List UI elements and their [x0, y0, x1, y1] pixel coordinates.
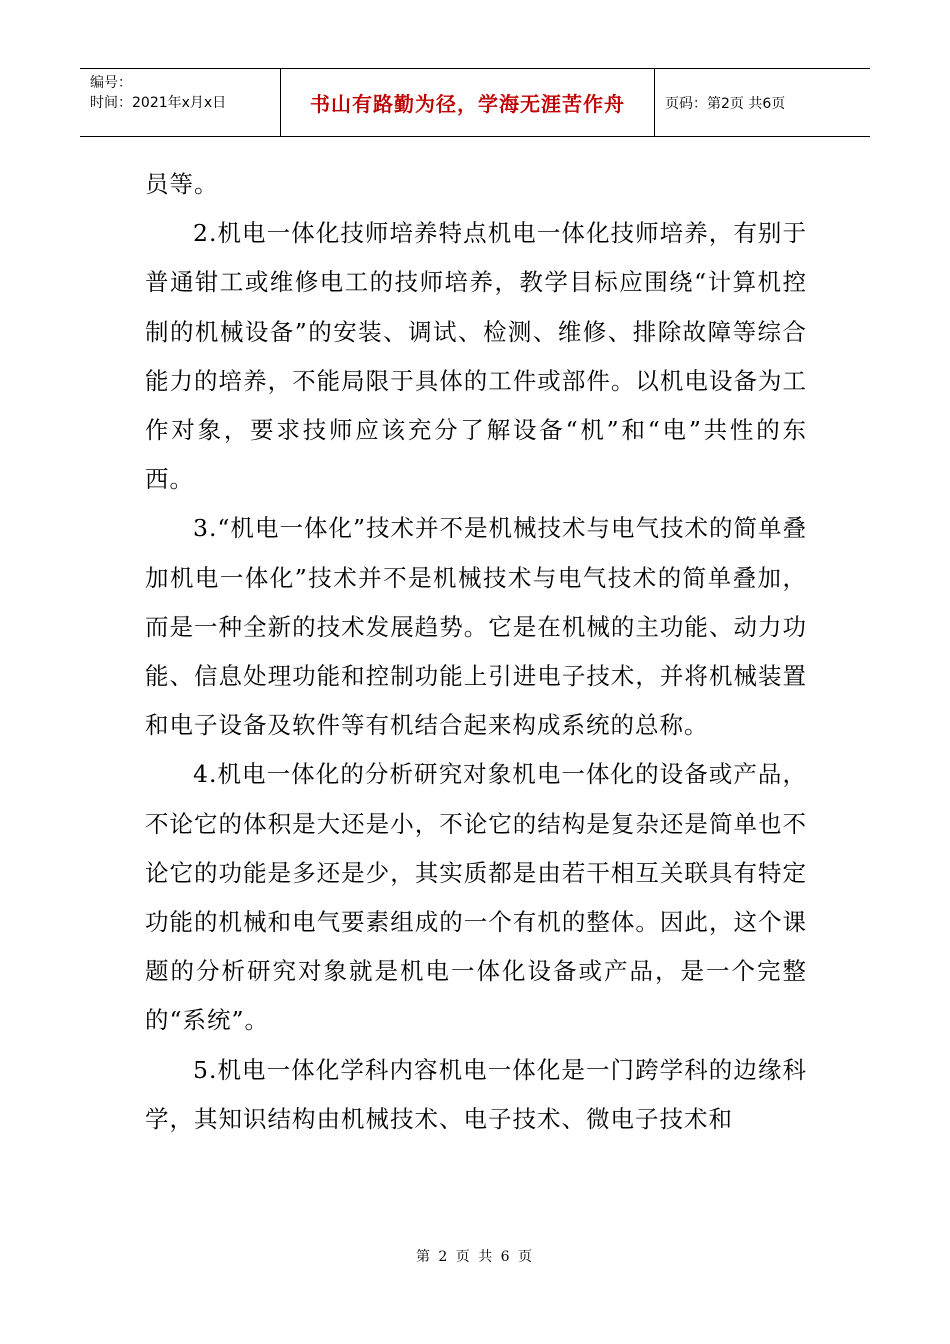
- page-footer: 第 2 页 共 6 页: [415, 1249, 535, 1265]
- date-label: 时间：2021年x月x日: [90, 95, 227, 111]
- header-page-info: 页码：第2页 共6页: [665, 95, 786, 112]
- header-meta: [80, 69, 281, 136]
- paragraph: 3.“机电一体化”技术并不是机械技术与电气技术的简单叠加机电一体化”技术并不是机械技术与电气技术的简单叠加，而是一种全新的技术发展趋势。它是在机械的主功能、动力功能、信息处理功能和控制功能上引进电子技术，并将机械装置和电子设备及软件等有机结合起来构成系统的总称。: [145, 514, 807, 740]
- number-label: 编号：: [90, 75, 132, 91]
- paragraph: 员等。: [145, 170, 219, 198]
- document-body: [145, 160, 807, 1144]
- header-motto: 书山有路勤为径，学海无涯苦作舟: [281, 69, 655, 136]
- paragraph: 5.机电一体化学科内容机电一体化是一门跨学科的边缘科学，其知识结构由机械技术、电子技术、微电子技术和: [145, 1055, 807, 1133]
- paragraph: 4.机电一体化的分析研究对象机电一体化的设备或产品，不论它的体积是大还是小，不论它的结构是复杂还是简单也不论它的功能是多还是少，其实质都是由若干相互关联具有特定功能的机械和电气要素组成的一个有机的整体。因此，这个课题的分析研究对象就是机电一体化设备或产品，是一个完整的“系统”。: [145, 760, 807, 1035]
- document-header: [80, 68, 870, 137]
- paragraph: 2.机电一体化技师培养特点机电一体化技师培养，有别于普通钳工或维修电工的技师培养，教学目标应围绕“计算机控制的机械设备”的安装、调试、检测、维修、排除故障等综合能力的培养，不能局限于具体的工件或部件。以机电设备为工作对象，要求技师应该充分了解设备“机”和“电”共性的东西。: [145, 219, 807, 494]
